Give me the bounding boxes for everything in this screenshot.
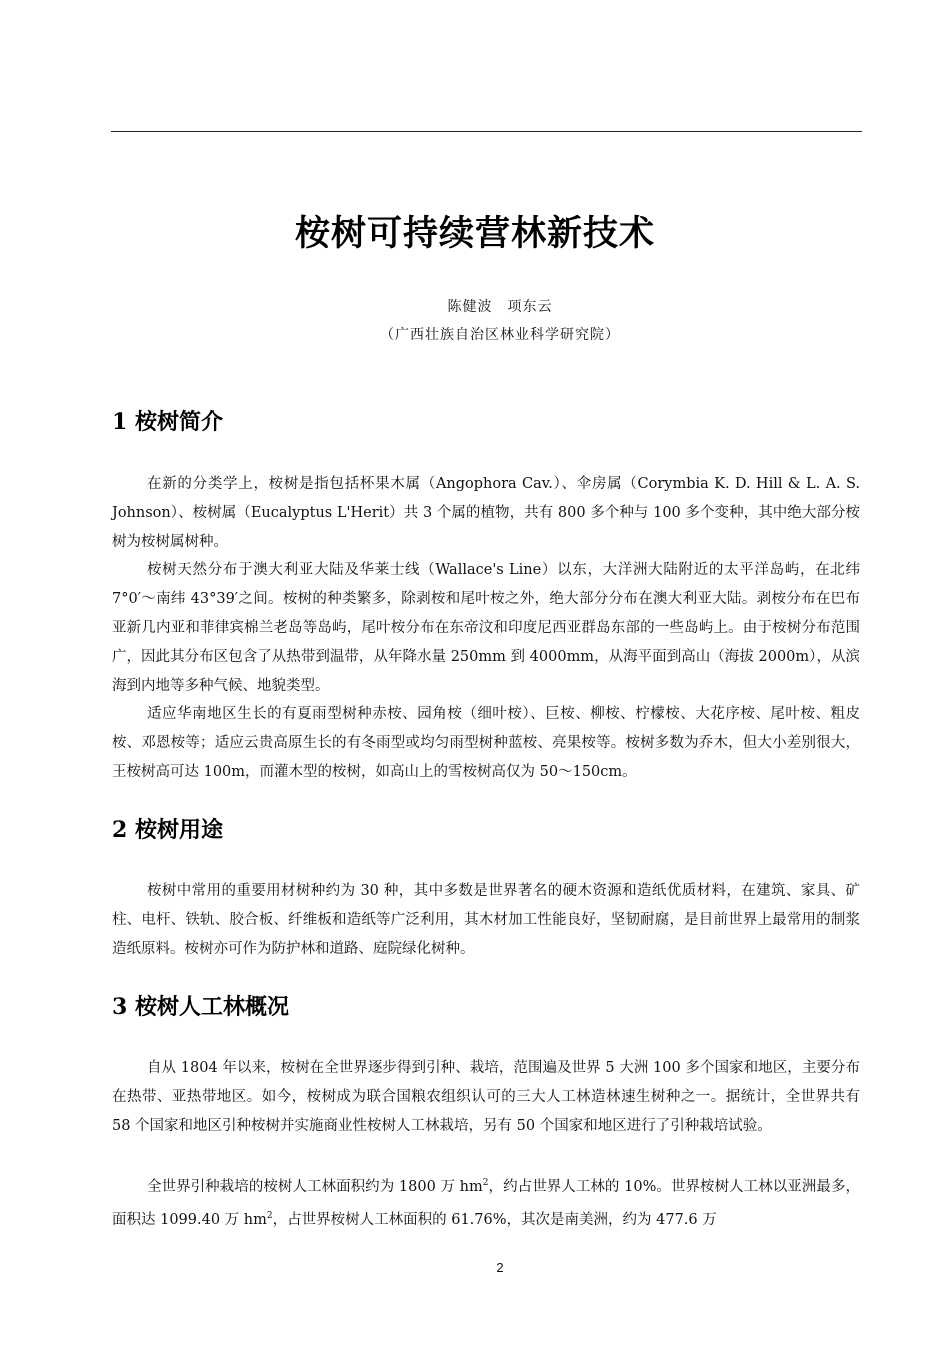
paragraph: 自从 1804 年以来，桉树在全世界逐步得到引种、栽培，范围遍及世界 5 大洲 100 多个国家和地区，主要分布在热带、亚热带地区。如今，桉树成为联合国粮农组织认可的三大人工林造林速生树种之一。据统计，全世界共有 58 个国家和地区引种桉树并实施商业性桉树人工林栽培，另有 50 个国家和地区进行了引种栽培试验。 (112, 1060, 860, 1134)
paragraph-text: ，约占世界人工林的 10%。世界桉树人工林以亚洲最多，面积达 1099.40 万 hm (112, 1178, 860, 1228)
paragraph-text: 全世界引种栽培的桉树人工林面积约为 1800 万 hm (147, 1178, 483, 1195)
section-heading-1: 1 桉树简介 (112, 409, 223, 435)
paragraph (112, 1169, 860, 1235)
authors: 陈健波 项东云 (447, 299, 553, 315)
paragraph: 在新的分类学上，桉树是指包括杯果木属（Angophora Cav.）、伞房属（Corymbia K. D. Hill & L. A. S. Johnson）、桉树属（Eucalyptus L'Herit）共 3 个属的植物，共有 800 多个种与 100 多个变种，其中绝大部分桉树为桉树属树种。 (112, 476, 860, 550)
section-heading-2: 2 桉树用途 (112, 817, 223, 843)
affiliation: （广西壮族自治区林业科学研究院） (380, 327, 620, 343)
page-number: 2 (496, 1260, 504, 1275)
header-rule (111, 131, 862, 132)
superscript: 2 (266, 1210, 273, 1221)
document-title: 桉树可持续营林新技术 (294, 214, 655, 254)
paragraph: 桉树天然分布于澳大利亚大陆及华莱士线（Wallace's Line）以东，大洋洲大陆附近的太平洋岛屿，在北纬 7°0′～南纬 43°39′之间。桉树的种类繁多，除剥桉和尾叶桉之外，绝大部分分布在澳大利亚大陆。剥桉分布在巴布亚新几内亚和菲律宾棉兰老岛等岛屿，尾叶桉分布在东帝汶和印度尼西亚群岛东部的一些岛屿上。由于桉树分布范围广，因此其分布区包含了从热带到温带，从年降水量 250mm 到 4000mm，从海平面到高山（海拔 2000m），从滨海到内地等多种气候、地貌类型。 (112, 562, 860, 694)
section-heading-3: 3 桉树人工林概况 (112, 994, 289, 1020)
superscript: 2 (482, 1178, 489, 1188)
paragraph-text: ，占世界桉树人工林面积的 61.76%，其次是南美洲，约为 477.6 万 (272, 1211, 717, 1228)
paragraph: 桉树中常用的重要用材树种约为 30 种，其中多数是世界著名的硬木资源和造纸优质材料，在建筑、家具、矿柱、电杆、铁轨、胶合板、纤维板和造纸等广泛利用，其木材加工性能良好，坚韧耐腐，是目前世界上最常用的制浆造纸原料。桉树亦可作为防护林和道路、庭院绿化树种。 (112, 883, 860, 957)
paragraph: 适应华南地区生长的有夏雨型树种赤桉、园角桉（细叶桉）、巨桉、柳桉、柠檬桉、大花序桉、尾叶桉、粗皮桉、邓恩桉等；适应云贵高原生长的有冬雨型或均匀雨型树种蓝桉、亮果桉等。桉树多数为乔木，但大小差别很大，王桉树高可达 100m，而灌木型的桉树，如高山上的雪桉树高仅为 50～150cm。 (112, 706, 860, 780)
